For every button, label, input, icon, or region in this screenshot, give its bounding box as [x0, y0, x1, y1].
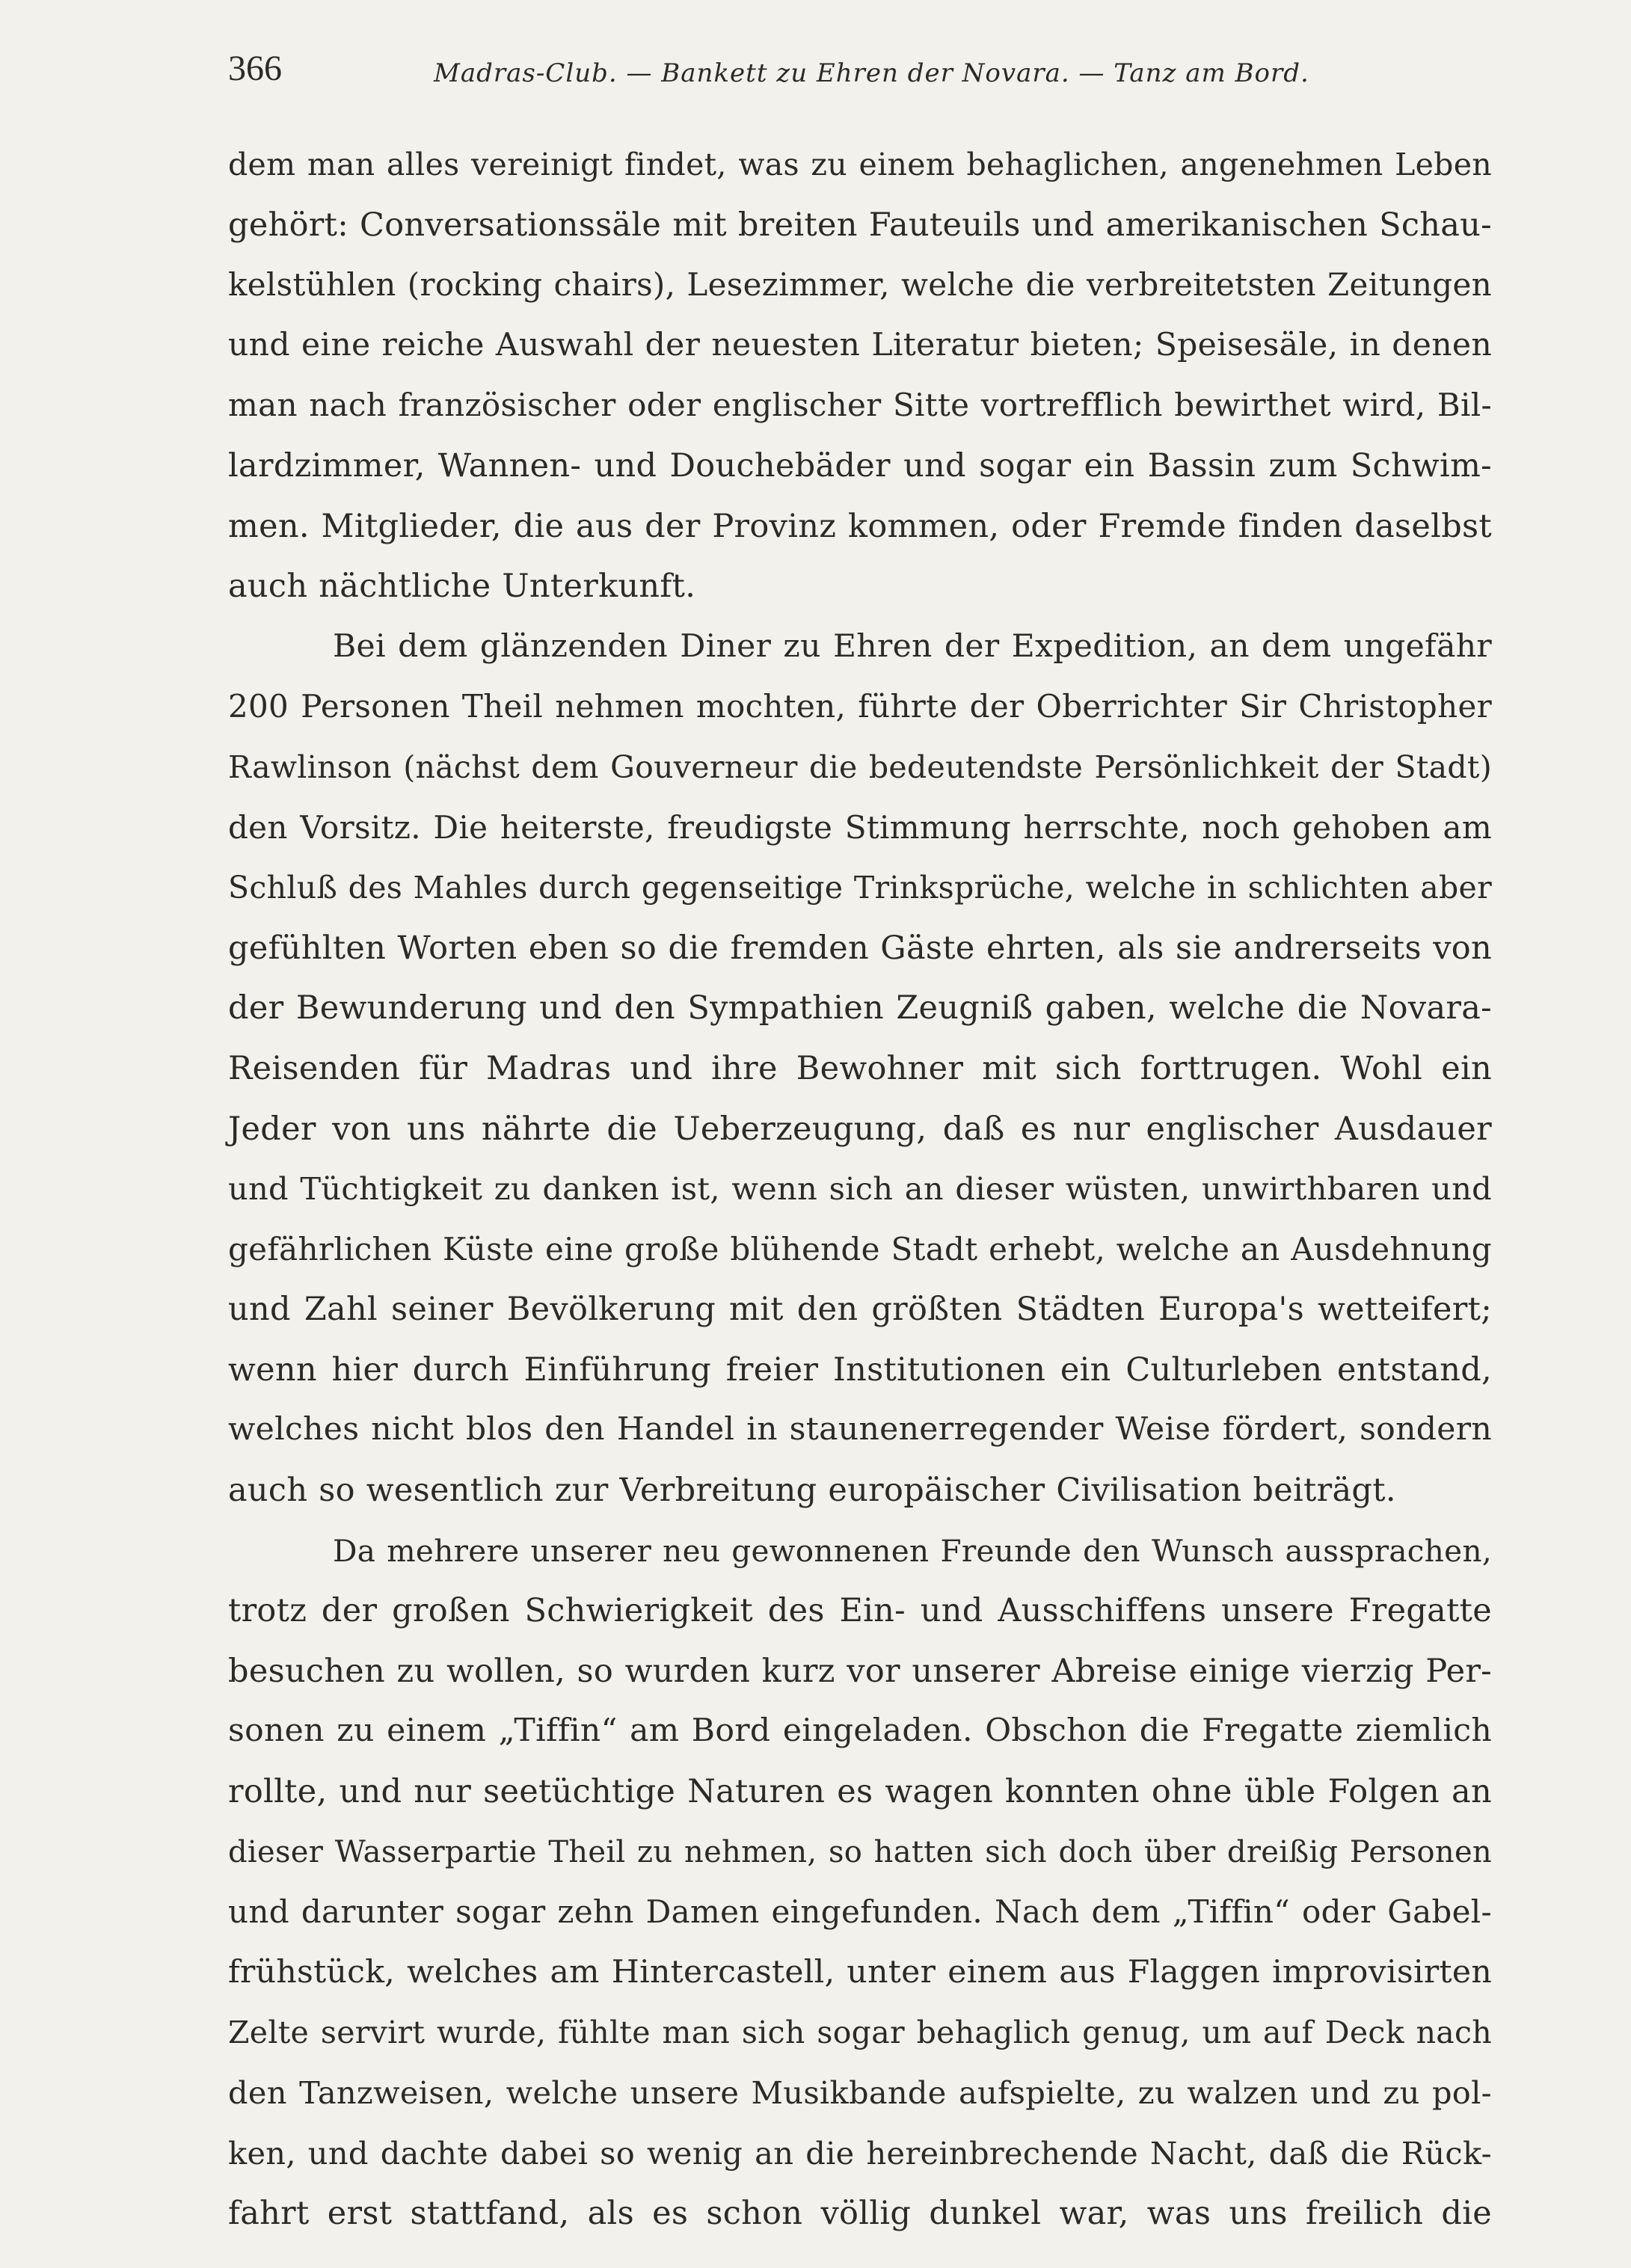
text-line: und Zahl seiner Bevölkerung mit den größten Städten Europa's wetteifert;: [228, 1291, 1492, 1329]
text-line: den Vorsitz. Die heiterste, freudigste Stimmung herrschte, noch gehoben am: [228, 808, 1492, 846]
text-line: rollte, und nur seetüchtige Naturen es wagen konnten ohne üble Folgen an: [228, 1773, 1492, 1811]
text-line: gefühlten Worten eben so die fremden Gäste ehrten, als sie andrerseits von: [228, 929, 1492, 967]
text-line: Rawlinson (nächst dem Gouverneur die bedeutendste Persönlichkeit der Stadt): [228, 749, 1492, 785]
text-line: man nach französischer oder englischer Sitte vortrefflich bewirthet wird, Bil-: [228, 387, 1492, 424]
text-line: sonen zu einem „Tiffin“ am Bord eingeladen. Obschon die Fregatte ziemlich: [228, 1712, 1492, 1750]
text-line: auch nächtliche Unterkunft.: [228, 568, 696, 606]
text-line: und Tüchtigkeit zu danken ist, wenn sich an dieser wüsten, unwirthbaren und: [228, 1170, 1492, 1208]
text-line: lardzimmer, Wannen- und Douchebäder und sogar ein Bassin zum Schwim-: [228, 446, 1492, 485]
text-line: kelstühlen (rocking chairs), Lesezimmer, welche die verbreitetsten Zeitungen: [228, 266, 1492, 304]
text-line: dieser Wasserpartie Theil zu nehmen, so hatten sich doch über dreißig Personen: [228, 1834, 1492, 1869]
paragraph-2: [228, 617, 1492, 1521]
text-line: Da mehrere unserer neu gewonnenen Freunde den Wunsch aussprachen,: [333, 1532, 1492, 1569]
text-line: dem man alles vereinigt findet, was zu einem behaglichen, angenehmen Leben: [228, 147, 1492, 182]
text-line: den Tanzweisen, welche unsere Musikbande aufspielte, zu walzen und zu pol-: [228, 2074, 1492, 2111]
paragraph-1: [228, 135, 1492, 617]
text-line: men. Mitglieder, die aus der Provinz kommen, oder Fremde finden daselbst: [228, 507, 1492, 545]
text-line: welches nicht blos den Handel in staunenerregender Weise fördert, sondern: [228, 1411, 1492, 1448]
page-number: 366: [228, 49, 282, 88]
paragraph-3: [228, 1521, 1492, 2244]
text-line: 200 Personen Theil nehmen mochten, führte der Oberrichter Sir Christopher: [228, 688, 1492, 725]
body-text: [228, 135, 1492, 2244]
text-line: Schluß des Mahles durch gegenseitige Trinksprüche, welche in schlichten aber: [228, 870, 1492, 906]
text-line: auch so wesentlich zur Verbreitung europäischer Civilisation beiträgt.: [228, 1472, 1396, 1510]
text-line: fahrt erst stattfand, als es schon völlig dunkel war, was uns freilich die: [228, 2195, 1492, 2233]
text-line: und darunter sogar zehn Damen eingefunden. Nach dem „Tiffin“ oder Gabel-: [228, 1893, 1492, 1931]
text-line: Bei dem glänzenden Diner zu Ehren der Expedition, an dem ungefähr: [333, 627, 1492, 665]
running-head: Madras-Club. — Bankett zu Ehren der Novara. — Tanz am Bord.: [434, 58, 1309, 88]
text-line: der Bewunderung und den Sympathien Zeugniß gaben, welche die Novara-: [228, 989, 1492, 1027]
text-line: wenn hier durch Einführung freier Institutionen ein Culturleben entstand,: [228, 1350, 1492, 1389]
text-line: frühstück, welches am Hintercastell, unter einem aus Flaggen improvisirten: [228, 1953, 1492, 1991]
page-header: [228, 46, 1499, 99]
text-line: und eine reiche Auswahl der neuesten Literatur bieten; Speisesäle, in denen: [228, 326, 1492, 363]
text-line: Reisenden für Madras und ihre Bewohner mit sich forttrugen. Wohl ein: [228, 1049, 1492, 1087]
text-line: besuchen zu wollen, so wurden kurz vor unserer Abreise einige vierzig Per-: [228, 1652, 1492, 1690]
text-line: Jeder von uns nährte die Ueberzeugung, daß es nur englischer Ausdauer: [228, 1110, 1492, 1148]
text-line: gefährlichen Küste eine große blühende Stadt erhebt, welche an Ausdehnung: [228, 1230, 1492, 1267]
text-line: ken, und dachte dabei so wenig an die hereinbrechende Nacht, daß die Rück-: [228, 2134, 1492, 2172]
text-line: gehört: Conversationssäle mit breiten Fauteuils und amerikanischen Schau-: [228, 206, 1492, 244]
text-line: trotz der großen Schwierigkeit des Ein- und Ausschiffens unsere Fregatte: [228, 1592, 1492, 1630]
text-line: Zelte servirt wurde, fühlte man sich sogar behaglich genug, um auf Deck nach: [228, 2015, 1492, 2051]
